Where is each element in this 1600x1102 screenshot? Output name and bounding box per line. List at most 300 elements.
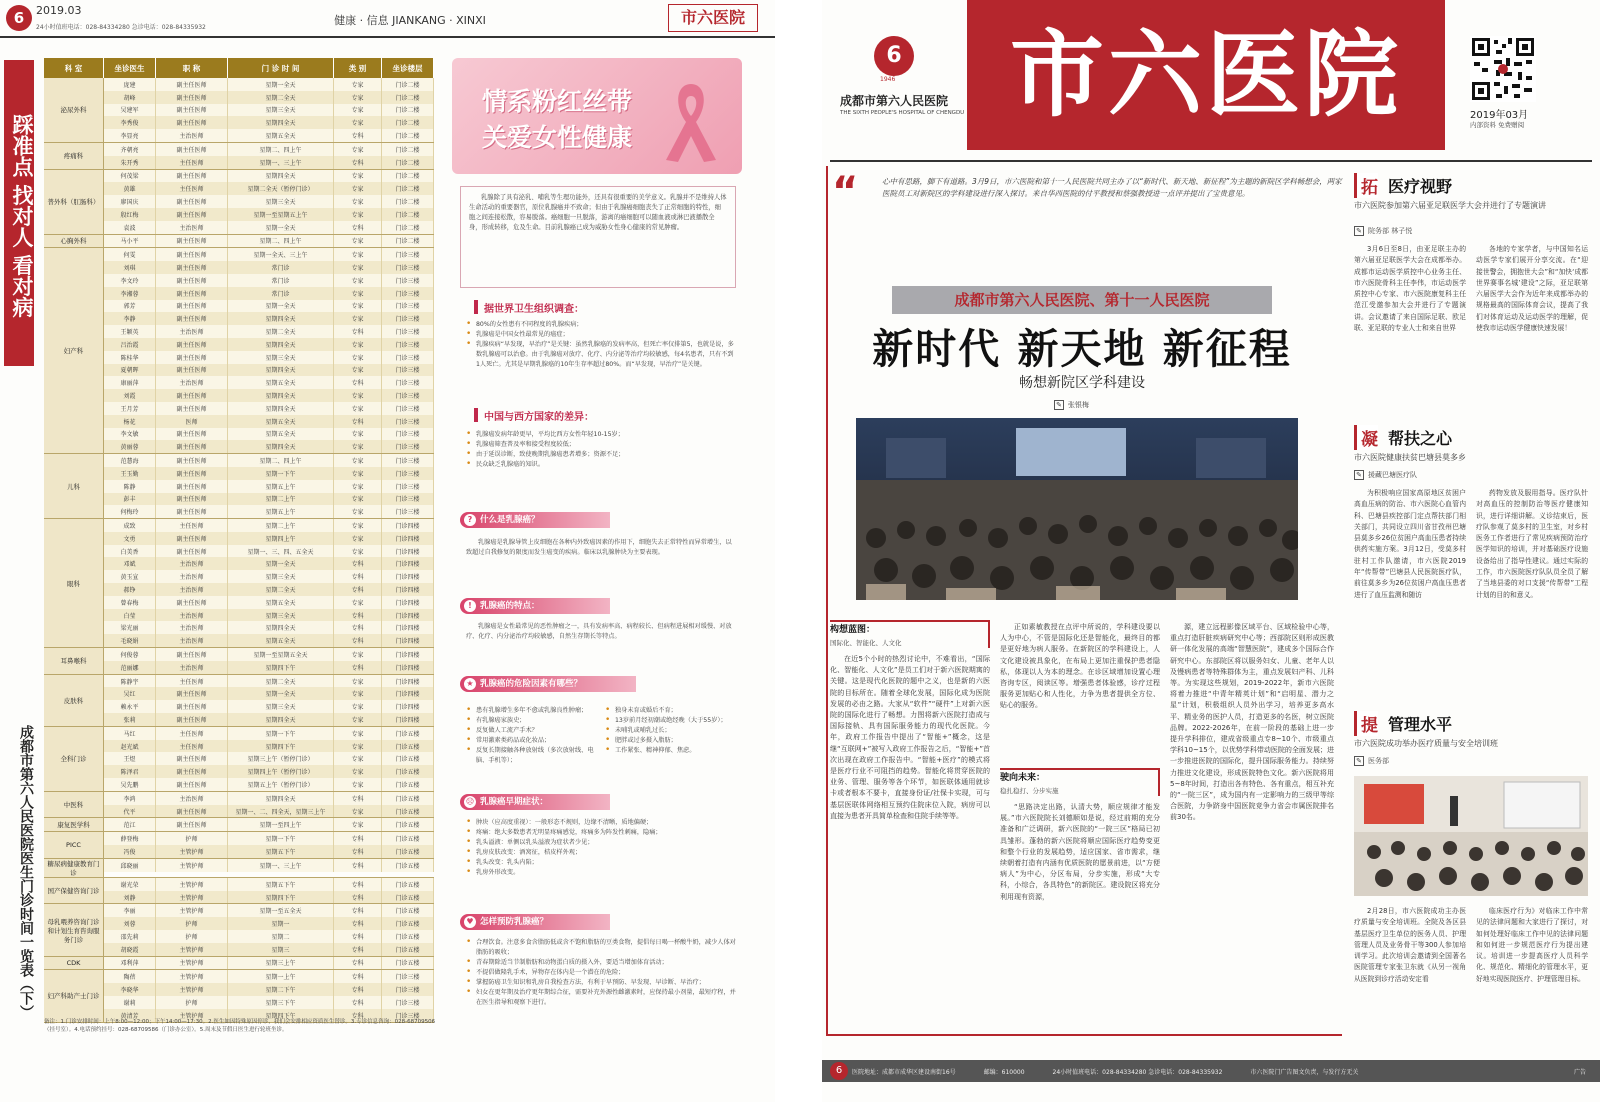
type-cell: 专家 — [334, 740, 382, 753]
type-cell: 专家 — [334, 440, 382, 453]
main-headline: 新时代 新天地 新征程 — [872, 325, 1292, 373]
department-name: 母乳喂养咨询门诊和计划生育咨询服务门诊 — [44, 904, 104, 955]
department-rows — [104, 818, 434, 831]
table-row — [104, 208, 434, 221]
time-cell: 星期二全天 — [228, 325, 334, 338]
time-cell: 星期四下午 — [228, 661, 334, 674]
question-what-text: 什么是乳腺癌？ — [480, 515, 540, 525]
department-block — [44, 818, 434, 832]
hospital-name-en: THE SIXTH PEOPLE'S HOSPITAL OF CHENGDU — [840, 110, 965, 116]
time-cell: 星期一全天、三上午 — [228, 248, 334, 261]
table-row — [104, 765, 434, 778]
floor-cell: 门诊五楼 — [382, 765, 434, 778]
floor-cell: 门诊五楼 — [382, 832, 434, 845]
title-cell: 护师 — [156, 832, 228, 845]
table-row — [104, 970, 434, 983]
header-title: 职 称 — [156, 58, 228, 78]
type-cell: 专家 — [334, 778, 382, 791]
floor-cell: 门诊三楼 — [382, 505, 434, 518]
doctor-cell: 杨花 — [104, 415, 156, 428]
type-cell: 专家 — [334, 300, 382, 313]
department-rows — [104, 878, 434, 904]
doctor-cell: 邓利萍 — [104, 957, 156, 970]
question-prevention-text: 怎样预防乳腺癌？ — [480, 917, 549, 927]
banner-title — [482, 84, 632, 156]
type-cell: 专家 — [334, 700, 382, 713]
department-name: 康复医学科 — [44, 818, 104, 831]
time-cell: 星期三上午（暂停门诊） — [228, 752, 334, 765]
title-cell: 副主任医师 — [156, 700, 228, 713]
doctor-cell: 何茂梁 — [104, 170, 156, 183]
pen-icon: ✎ — [1054, 400, 1064, 410]
future-subheading: 稳扎稳打、分步实施 — [1000, 787, 1059, 795]
time-cell: 星期一下午 — [228, 832, 334, 845]
title-cell: 主管护师 — [156, 970, 228, 983]
title-cell: 副主任医师 — [156, 505, 228, 518]
floor-cell: 门诊五楼 — [382, 727, 434, 740]
time-cell: 星期五全天 — [228, 415, 334, 428]
type-cell: 专家 — [334, 287, 382, 300]
title-cell: 副主任医师 — [156, 116, 228, 129]
symptom-item: • 乳头溢液：单侧以乳头溢液为症状者少见； — [466, 838, 736, 848]
doctor-cell: 庞建 — [104, 78, 156, 91]
type-cell: 专科 — [334, 156, 382, 169]
floor-cell: 门诊二楼 — [382, 195, 434, 208]
floor-cell: 门诊三楼 — [382, 440, 434, 453]
header-time: 门 诊 时 间 — [228, 58, 334, 78]
time-cell: 星期一全天 — [228, 687, 334, 700]
title-cell: 副主任医师 — [156, 687, 228, 700]
title-cell: 副主任医师 — [156, 428, 228, 441]
section-byline-text: 援藏巴塘医疗队 — [1368, 471, 1417, 479]
department-block — [44, 792, 434, 819]
table-row — [104, 805, 434, 818]
title-cell: 副主任医师 — [156, 91, 228, 104]
department-block — [44, 143, 434, 170]
co-host-banner: 成都市第六人民医院、第十一人民医院 — [892, 286, 1272, 314]
table-row — [104, 274, 434, 287]
department-block — [44, 859, 434, 878]
department-rows — [104, 675, 434, 726]
risk-factor: • 13岁前月经初潮或绝经晚（大于55岁）； — [605, 716, 736, 726]
time-cell: 星期二上午 — [228, 493, 334, 506]
title-cell: 主治医师 — [156, 325, 228, 338]
conference-photo — [856, 418, 1298, 600]
floor-cell: 门诊二楼 — [382, 143, 434, 156]
table-row — [104, 376, 434, 389]
type-cell: 专科 — [334, 943, 382, 956]
table-row — [104, 996, 434, 1009]
title-cell: 主任医师 — [156, 727, 228, 740]
type-cell: 专科 — [334, 845, 382, 858]
type-cell: 专家 — [334, 261, 382, 274]
doctor-cell: 毛晓娟 — [104, 634, 156, 647]
diff-point: • 乳腺癌发病年龄更早，平均比西方女性年轻10-15岁； — [466, 430, 736, 440]
risk-factor: • 有乳腺癌家族史； — [466, 716, 597, 726]
table-row — [104, 943, 434, 956]
time-cell: 星期五全天 — [228, 129, 334, 142]
department-rows — [104, 170, 434, 234]
risk-factor: • 工作紧张、精神抑郁、焦虑。 — [605, 746, 736, 756]
floor-cell: 门诊五楼 — [382, 805, 434, 818]
department-name: 国产保健咨询门诊 — [44, 878, 104, 904]
section-subtitle: 市六医院健康扶贫巴塘县莫多乡 — [1354, 453, 1466, 462]
doctor-cell: 刘蓉 — [104, 917, 156, 930]
doctor-cell: 范丽娜 — [104, 661, 156, 674]
question-symptoms-text: 乳腺癌早期症状： — [480, 797, 549, 807]
title-cell: 主治医师 — [156, 634, 228, 647]
time-cell: 星期二全天 — [228, 583, 334, 596]
title-cell: 主治医师 — [156, 621, 228, 634]
time-cell: 常门诊 — [228, 261, 334, 274]
table-row — [104, 182, 434, 195]
floor-cell: 门诊三楼 — [382, 970, 434, 983]
question-symptoms — [460, 794, 610, 810]
type-cell: 专家 — [334, 687, 382, 700]
type-cell: 专家 — [334, 428, 382, 441]
title-cell: 主管护师 — [156, 904, 228, 917]
table-row — [104, 325, 434, 338]
time-cell: 星期四下午 — [228, 1009, 334, 1022]
table-row — [104, 983, 434, 996]
type-cell: 专科 — [334, 221, 382, 234]
sub-headline: 畅想新院区学科建设 — [1019, 375, 1145, 391]
title-cell: 副主任医师 — [156, 287, 228, 300]
section-byline — [1354, 226, 1412, 236]
type-cell: 专科 — [334, 957, 382, 970]
distribution-note: 内部资料 免费赠阅 — [1470, 121, 1525, 129]
risk-list-left — [466, 706, 597, 766]
issue-date: 2019.03 — [36, 4, 82, 17]
type-cell: 专家 — [334, 208, 382, 221]
title-cell: 副主任医师 — [156, 300, 228, 313]
table-row — [104, 832, 434, 845]
doctor-cell: 郝铮 — [104, 583, 156, 596]
doctor-cell: 李丽 — [104, 904, 156, 917]
doctor-cell: 刘琪 — [104, 261, 156, 274]
type-cell: 专家 — [334, 765, 382, 778]
type-cell: 专家 — [334, 596, 382, 609]
type-cell: 专家 — [334, 675, 382, 688]
type-cell: 专家 — [334, 545, 382, 558]
question-risks — [460, 676, 636, 692]
time-cell: 星期四全天 — [228, 338, 334, 351]
header-rule — [830, 160, 1592, 162]
time-cell: 星期五上午 — [228, 480, 334, 493]
who-points — [466, 320, 736, 370]
floor-cell: 门诊三楼 — [382, 1009, 434, 1022]
doctor-cell: 邓斌 — [104, 557, 156, 570]
doctor-cell: 郭芳 — [104, 300, 156, 313]
hospital-logo-icon: 6 — [6, 5, 32, 31]
diff-heading-text: 中国与西方国家的差异： — [484, 411, 594, 423]
type-cell: 专家 — [334, 519, 382, 532]
training-photo — [1354, 776, 1588, 896]
floor-cell: 门诊五楼 — [382, 752, 434, 765]
risk-factor: • 独身未育或婚后不育； — [605, 706, 736, 716]
floor-cell: 门诊三楼 — [382, 428, 434, 441]
doctor-cell: 李文玲 — [104, 274, 156, 287]
prevention-item: • 掌握防癌卫生知识和乳房自我检查方法，有利于早预防、早发现、早诊断、早治疗； — [466, 978, 736, 988]
department-rows — [104, 832, 434, 858]
question-what — [460, 512, 610, 528]
blueprint-heading: 构想蓝图： — [830, 625, 876, 635]
department-rows — [104, 904, 434, 955]
title-cell: 副主任医师 — [156, 78, 228, 91]
floor-cell: 门诊三楼 — [382, 480, 434, 493]
section-title: 健康 · 信息 JIANKANG · XINXI — [334, 14, 486, 27]
type-cell: 专科 — [334, 970, 382, 983]
time-cell: 星期三全天 — [228, 104, 334, 117]
table-row — [104, 156, 434, 169]
title-cell: 主治医师 — [156, 221, 228, 234]
section-subtitle: 市六医院成功举办医疗质量与安全培训班 — [1354, 739, 1498, 748]
type-cell: 专科 — [334, 792, 382, 805]
prevention-item: • 合理饮食。注意多食含脂肪低或含不饱和脂肪的豆类食物，提倡每日喝一杯酸牛奶，减少人体对脂肪的吸收； — [466, 938, 736, 958]
department-rows — [104, 519, 434, 647]
department-block — [44, 675, 434, 727]
doctor-cell: 胡晓霞 — [104, 943, 156, 956]
table-body — [44, 78, 434, 1023]
department-name: 糖尿病健康教育门诊 — [44, 859, 104, 877]
doctor-cell: 代平 — [104, 805, 156, 818]
header-dept: 科 室 — [44, 58, 104, 78]
pen-icon: ✎ — [1354, 470, 1364, 480]
hospital-name-cn: 成都市第六人民医院 — [840, 94, 949, 108]
time-cell: 星期四上午 — [228, 532, 334, 545]
department-name: 眼科 — [44, 519, 104, 647]
type-cell: 专家 — [334, 389, 382, 402]
article-column-1: 在近5个小时的热烈讨论中，不难看出，“国际化、智能化、人文化”是员工们对于新六医院期寓的关键。这是现代化医院的题中之义，也是新的六医院的目标所在。随着全球化发展，国际化成为医院发展的必由之路。大家从“软件”“硬件”上对新六医院的国际化进行了畅想。力图将新六医院打造成与国际接轨、具有国际服务能力的现代化医院。今年，政府工作报告中提出了“智能+”概念，这是继“互联网+”被写入政府工作报告之后，“智能+”首次出现在政府工作报告中。“智能+医疗”的模式将是医疗行业不可阻挡的趋势。智能化将贯穿医院的业务、管理、服务等各个环节，如医联体通用就诊卡或者根本不要卡，直接身份证/社保卡实现，可与基层医联体网络相互预约住院床位入院，病房可以直接为患者开具简单检查和住院手续等等。 — [830, 655, 990, 820]
doctor-cell: 白美香 — [104, 545, 156, 558]
time-cell: 星期一 — [228, 917, 334, 930]
floor-cell: 门诊三楼 — [382, 274, 434, 287]
table-row — [104, 195, 434, 208]
section-column: 3月6日至8日，由亚足联主办的第六届亚足联医学大会在成都举办。成都市运动医学质控中心业务主任、市六医院骨科主任李伟，市运动医学质控中心专家、市六医院康复科主任范江受邀参加大会并进行了专题演讲。会议邀请了来自国际足联、欧足联、亚足联的专业人士和来自世界 — [1354, 245, 1466, 333]
question-risks-text: 乳腺癌的危险因素有哪些？ — [480, 679, 583, 689]
floor-cell: 门诊五楼 — [382, 878, 434, 891]
floor-cell: 门诊二楼 — [382, 208, 434, 221]
doctor-cell: 成致 — [104, 519, 156, 532]
doctor-cell: 陈静宇 — [104, 675, 156, 688]
table-row — [104, 859, 434, 872]
type-cell: 专科 — [334, 621, 382, 634]
header-floor: 坐诊楼层 — [382, 58, 434, 78]
title-cell: 主任医师 — [156, 182, 228, 195]
diff-point: • 由于延误诊断，致使晚期乳腺癌患者增多；资源不足； — [466, 450, 736, 460]
section-column: 2月28日，市六医院成功主办医疗质量与安全培训班。全院及各区县基层医疗卫生单位的医务人员、护理管理人员及业务骨干等300人参加培训学习。此次培训会邀请到全国著名医院管理专家张卫东就《从另一视角从医院到诊疗活动安定看 — [1354, 907, 1466, 983]
time-cell: 星期四下午 — [228, 891, 334, 904]
title-cell: 副主任医师 — [156, 818, 228, 831]
type-cell: 专科 — [334, 634, 382, 647]
time-cell: 星期一至四上午 — [228, 818, 334, 831]
section-byline — [1354, 756, 1389, 766]
title-cell: 副主任医师 — [156, 274, 228, 287]
type-cell: 专家 — [334, 532, 382, 545]
type-cell: 专科 — [334, 376, 382, 389]
floor-cell: 门诊三楼 — [382, 454, 434, 467]
title-cell: 副主任医师 — [156, 765, 228, 778]
floor-cell: 门诊二楼 — [382, 91, 434, 104]
time-cell: 星期三全天 — [228, 351, 334, 364]
type-cell: 专科 — [334, 930, 382, 943]
floor-cell: 门诊五楼 — [382, 859, 434, 872]
table-row — [104, 845, 434, 858]
title-cell: 副主任医师 — [156, 143, 228, 156]
doctor-cell: 赵光斌 — [104, 740, 156, 753]
type-cell: 专家 — [334, 351, 382, 364]
section-column: 为积极响应国家高原地区贫困户高血压病的防治、市六医院心血管内科、巴塘县疾控部门定点帮扶部门相关部门，共同设立四川省甘孜州巴塘县莫多乡26位贫困户高血压患者持续供药实施方案。3月12日，受莫多村驻村工作队邀请，市六医院2019年“传帮带”巴塘县人民医院医疗队，前往莫多乡为26位贫困户高血压患者进行了血压监测和随访 — [1354, 489, 1466, 599]
prevention-item: • 青春期除适当节制脂肪和动物蛋白质的摄入外，要适当增加体育活动； — [466, 958, 736, 968]
floor-cell: 门诊四楼 — [382, 596, 434, 609]
title-cell: 副主任医师 — [156, 338, 228, 351]
intro-paragraph: 乳腺除了具有泌乳、哺乳等生理功能外，还具有很重要的美学意义。乳腺并不是维持人体生命活动的重要器官，原位乳腺癌并不致命；但由于乳腺癌细胞丧失了正常细胞的特性，细胞之间连接松散，容易脱落。癌细胞一旦脱落，游离的癌细胞可以随血液或淋巴液播散全身，形成转移，危及生命。目前乳腺癌已成为威胁女性身心健康的常见肿瘤。 — [460, 186, 736, 288]
time-cell: 星期五上午 — [228, 505, 334, 518]
table-row — [104, 235, 434, 248]
who-heading-text: 据世界卫生组织调查： — [484, 303, 584, 315]
title-cell: 主任医师 — [156, 156, 228, 169]
department-rows — [104, 143, 434, 169]
type-cell: 专家 — [334, 182, 382, 195]
table-row — [104, 519, 434, 532]
risk-factor: • 患有乳腺增生多年不愈或乳腺良性肿瘤； — [466, 706, 597, 716]
answer-what: 乳腺癌是乳腺导管上皮细胞在各种内外致癌因素的作用下，细胞失去正常特性而异常增生，以致超过自我修复的限度而发生癌变的疾病。临床以乳腺肿块为主要表现。 — [466, 539, 732, 556]
time-cell: 星期四全天 — [228, 116, 334, 129]
floor-cell: 门诊三楼 — [382, 376, 434, 389]
table-row — [104, 661, 434, 674]
type-cell: 专家 — [334, 78, 382, 91]
founding-year: 1946 — [880, 76, 896, 83]
floor-cell: 门诊四楼 — [382, 675, 434, 688]
department-name: 全科门诊 — [44, 727, 104, 791]
floor-cell: 门诊四楼 — [382, 557, 434, 570]
title-cell: 副主任医师 — [156, 532, 228, 545]
title-cell: 主管护师 — [156, 878, 228, 891]
doctor-cell: 刘静 — [104, 891, 156, 904]
pink-ribbon-icon — [656, 76, 726, 166]
question-icon: ? — [464, 514, 476, 526]
doctor-cell: 吴红 — [104, 687, 156, 700]
doctor-cell: 彭丰 — [104, 493, 156, 506]
doctor-cell: 谢莉 — [104, 996, 156, 1009]
table-row — [104, 634, 434, 647]
floor-cell: 门诊三楼 — [382, 312, 434, 325]
time-cell: 星期一全天 — [228, 78, 334, 91]
doctor-cell: 吴先鹏 — [104, 778, 156, 791]
title-cell: 副主任医师 — [156, 351, 228, 364]
title-cell: 副主任医师 — [156, 389, 228, 402]
type-cell: 专家 — [334, 364, 382, 377]
type-cell: 专家 — [334, 104, 382, 117]
title-cell: 副主任医师 — [156, 248, 228, 261]
department-block — [44, 248, 434, 454]
type-cell: 专科 — [334, 859, 382, 872]
floor-cell: 门诊三楼 — [382, 338, 434, 351]
floor-cell: 门诊二楼 — [382, 221, 434, 234]
contact-phones: 24小时值班电话：028-84334280 急诊电话：028-84335932 — [36, 24, 206, 31]
time-cell: 星期二全天 — [228, 91, 334, 104]
type-cell: 专家 — [334, 248, 382, 261]
floor-cell: 门诊三楼 — [382, 300, 434, 313]
title-cell: 主治医师 — [156, 570, 228, 583]
section-management — [1354, 712, 1452, 734]
doctor-cell: 吕治霞 — [104, 338, 156, 351]
floor-cell: 门诊三楼 — [382, 389, 434, 402]
doctor-cell: 陈桂华 — [104, 351, 156, 364]
type-cell: 专科 — [334, 917, 382, 930]
department-block — [44, 957, 434, 971]
title-cell: 副主任医师 — [156, 454, 228, 467]
who-point: • 80%的女性患有不同程度的乳腺疾病； — [466, 320, 736, 330]
table-row — [104, 300, 434, 313]
time-cell: 星期三全天 — [228, 700, 334, 713]
doctor-cell: 赖永平 — [104, 700, 156, 713]
title-cell: 副主任医师 — [156, 261, 228, 274]
doctor-cell: 黄丽蓉 — [104, 440, 156, 453]
time-cell: 星期五全天 — [228, 596, 334, 609]
title-cell: 医师 — [156, 415, 228, 428]
doctor-cell: 吴建军 — [104, 104, 156, 117]
table-row — [104, 261, 434, 274]
table-row — [104, 778, 434, 791]
floor-cell: 门诊三楼 — [382, 467, 434, 480]
table-row — [104, 364, 434, 377]
title-cell: 主治医师 — [156, 376, 228, 389]
type-cell: 专家 — [334, 312, 382, 325]
type-cell: 专家 — [334, 467, 382, 480]
department-block — [44, 170, 434, 235]
pen-icon: ✎ — [1354, 226, 1364, 236]
time-cell: 星期二全天（暂停门诊） — [228, 182, 334, 195]
doctor-cell: 李湘蓉 — [104, 287, 156, 300]
floor-cell: 门诊三楼 — [382, 493, 434, 506]
title-cell: 主治医师 — [156, 583, 228, 596]
title-cell: 主治医师 — [156, 661, 228, 674]
floor-cell: 门诊四楼 — [382, 713, 434, 726]
time-cell: 星期四全天 — [228, 389, 334, 402]
table-row — [104, 480, 434, 493]
department-rows — [104, 648, 434, 674]
title-cell: 主任医师 — [156, 740, 228, 753]
doctor-cell: 李晓华 — [104, 983, 156, 996]
floor-cell: 门诊五楼 — [382, 917, 434, 930]
floor-cell: 门诊四楼 — [382, 700, 434, 713]
main-byline-text: 张银梅 — [1068, 401, 1089, 409]
department-name: 儿科 — [44, 454, 104, 518]
title-cell: 主治医师 — [156, 792, 228, 805]
risk-factor: • 未哺乳或哺乳过长； — [605, 726, 736, 736]
table-row — [104, 415, 434, 428]
risk-factor: • 常用激素类药品或化妆品； — [466, 736, 597, 746]
type-cell: 专家 — [334, 235, 382, 248]
sad-face-icon: ☹ — [465, 797, 475, 806]
table-row — [104, 727, 434, 740]
time-cell: 星期一、三上午 — [228, 859, 334, 872]
time-cell: 星期三全天 — [228, 195, 334, 208]
doctor-cell: 何梅玲 — [104, 505, 156, 518]
table-row — [104, 740, 434, 753]
type-cell: 专科 — [334, 996, 382, 1009]
risk-factors — [466, 706, 736, 766]
table-row — [104, 583, 434, 596]
floor-cell: 门诊二楼 — [382, 235, 434, 248]
floor-cell: 门诊四楼 — [382, 570, 434, 583]
doctor-cell: 齐朝亮 — [104, 143, 156, 156]
time-cell: 星期一全天 — [228, 557, 334, 570]
time-cell: 星期一全天 — [228, 221, 334, 234]
title-cell: 副主任医师 — [156, 170, 228, 183]
hospital-logo-icon: 6 — [830, 1062, 848, 1080]
